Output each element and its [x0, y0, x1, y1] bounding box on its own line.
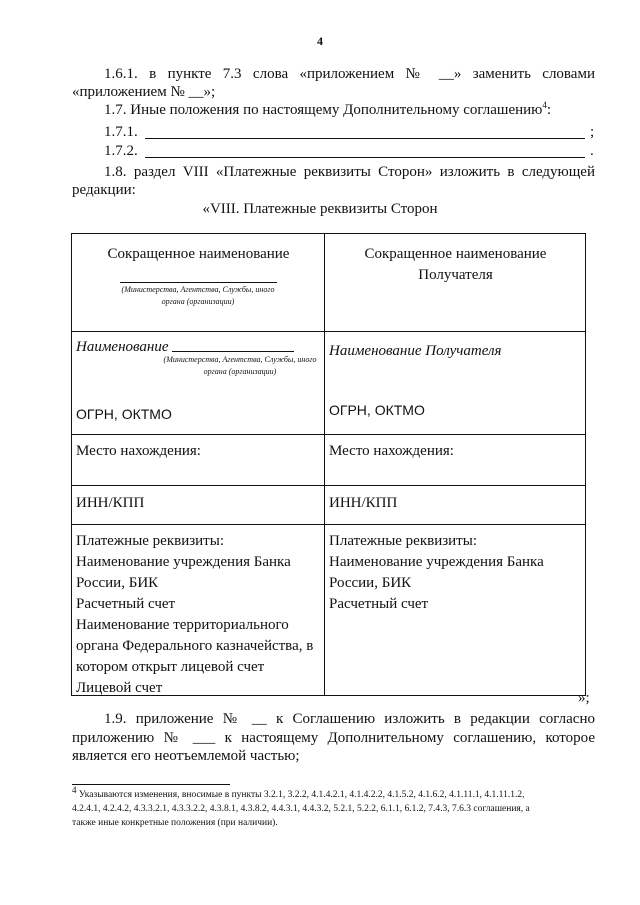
item-1-7-2-blank-line — [145, 157, 585, 158]
paragraph-1-8-line1: 1.8. раздел VIII «Платежные реквизиты Сторон» изложить в следующей — [104, 164, 595, 180]
left-payment-line: России, БИК — [76, 575, 159, 591]
left-location-label: Место нахождения: — [76, 443, 201, 459]
left-header-cell — [72, 234, 325, 332]
left-name-cell — [72, 332, 325, 435]
item-1-7-1-label: 1.7.1. — [104, 124, 138, 140]
left-header-note: (Министерства, Агентства, Службы, иного органа (организации) — [121, 285, 275, 306]
closing-quote: »; — [578, 690, 590, 706]
table-row-inn — [72, 486, 586, 525]
section-title: «VIII. Платежные реквизиты Сторон — [202, 201, 438, 217]
left-payment-line: котором открыт лицевой счет — [76, 659, 265, 675]
paragraph-1-6-1-line2: «приложением № __»; — [72, 84, 216, 100]
right-ogrn-label: ОГРН, ОКТМО — [329, 402, 425, 418]
table-row-payment — [72, 525, 586, 696]
right-header-line2: Получателя — [418, 267, 493, 283]
left-payment-line: органа Федерального казначейства, в — [76, 638, 314, 654]
footnote-line — [72, 784, 597, 802]
right-header-line1: Сокращенное наименование — [364, 246, 547, 262]
item-1-7-1-blank-line — [145, 138, 585, 139]
left-header-blank-line — [120, 282, 277, 283]
paragraph-1-7 — [104, 100, 551, 120]
right-payment-line: Расчетный счет — [329, 596, 429, 612]
paragraph-1-8-line2: редакции: — [72, 182, 136, 198]
paragraph-1-6-1-line1: 1.6.1. в пункте 7.3 слова «приложением № __» заменить словами — [104, 66, 595, 82]
right-payment-cell — [325, 525, 586, 696]
footnote-separator — [72, 784, 230, 785]
left-payment-line: Платежные реквизиты: — [76, 533, 224, 549]
paragraph-1-7-colon: : — [546, 102, 552, 118]
footnote-ref: 4 — [542, 100, 547, 110]
footnote-line: также иные конкретные положения (при наличии). — [72, 818, 278, 828]
item-1-7-2-label: 1.7.2. — [104, 143, 138, 159]
left-payment-line: Наименование территориального — [76, 617, 289, 633]
right-location-cell — [325, 435, 586, 486]
requisites-table — [71, 233, 586, 696]
left-name-note: (Министерства, Агентства, Службы, иного органа (организации) — [163, 355, 317, 376]
page-number: 4 — [317, 34, 323, 48]
right-payment-line: Платежные реквизиты: — [329, 533, 477, 549]
left-payment-cell — [72, 525, 325, 696]
right-payment-line: Наименование учреждения Банка — [329, 554, 544, 570]
paragraph-1-9-line3: является его неотъемлемой частью; — [72, 748, 300, 764]
left-payment-line: Расчетный счет — [76, 596, 176, 612]
left-header-title: Сокращенное наименование — [107, 246, 290, 262]
right-name-label: Наименование Получателя — [329, 343, 502, 359]
right-location-label: Место нахождения: — [329, 443, 454, 459]
footnote-mark: 4 — [72, 784, 77, 795]
right-inn-cell — [325, 486, 586, 525]
left-name-blank-line — [172, 351, 294, 352]
right-inn-label: ИНН/КПП — [329, 495, 398, 511]
footnote-line-1-text: Указываются изменения, вносимые в пункты 3.2.1, 3.2.2, 4.1.4.2.1, 4.1.4.2.2, 4.1.5.2, 4.1.6.2, 4.1.11.1, 4.1.11.1.2, — [78, 790, 525, 800]
paragraph-1-9-line2: приложению № ___ к настоящему Дополнительному соглашению, которое — [72, 730, 595, 746]
left-ogrn-label: ОГРН, ОКТМО — [76, 406, 172, 422]
left-inn-label: ИНН/КПП — [76, 495, 145, 511]
left-payment-line: Наименование учреждения Банка — [76, 554, 291, 570]
paragraph-1-9-line1: 1.9. приложение № __ к Соглашению изложить в редакции согласно — [104, 711, 595, 727]
footnote — [72, 784, 597, 830]
table-row-name — [72, 332, 586, 435]
left-location-cell — [72, 435, 325, 486]
left-inn-cell — [72, 486, 325, 525]
table-row-header — [72, 234, 586, 332]
left-name-label: Наименование — [76, 339, 169, 355]
paragraph-1-7-text: 1.7. Иные положения по настоящему Дополнительному соглашению — [104, 102, 543, 118]
left-payment-line: Лицевой счет — [76, 680, 163, 696]
right-header-cell — [325, 234, 586, 332]
right-payment-line: России, БИК — [329, 575, 412, 591]
right-name-cell — [325, 332, 586, 435]
item-1-7-2-end: . — [590, 143, 594, 159]
footnote-line: 4.2.4.1, 4.2.4.2, 4.3.3.2.1, 4.3.3.2.2, 4.3.8.1, 4.3.8.2, 4.4.3.1, 4.4.3.2, 5.2.1, 5.2.2, 6.1.1, 6.1.2, 7.4.3, 7.6.3 соглашения, а — [72, 804, 530, 814]
table-row-location — [72, 435, 586, 486]
item-1-7-1-end: ; — [590, 124, 595, 140]
